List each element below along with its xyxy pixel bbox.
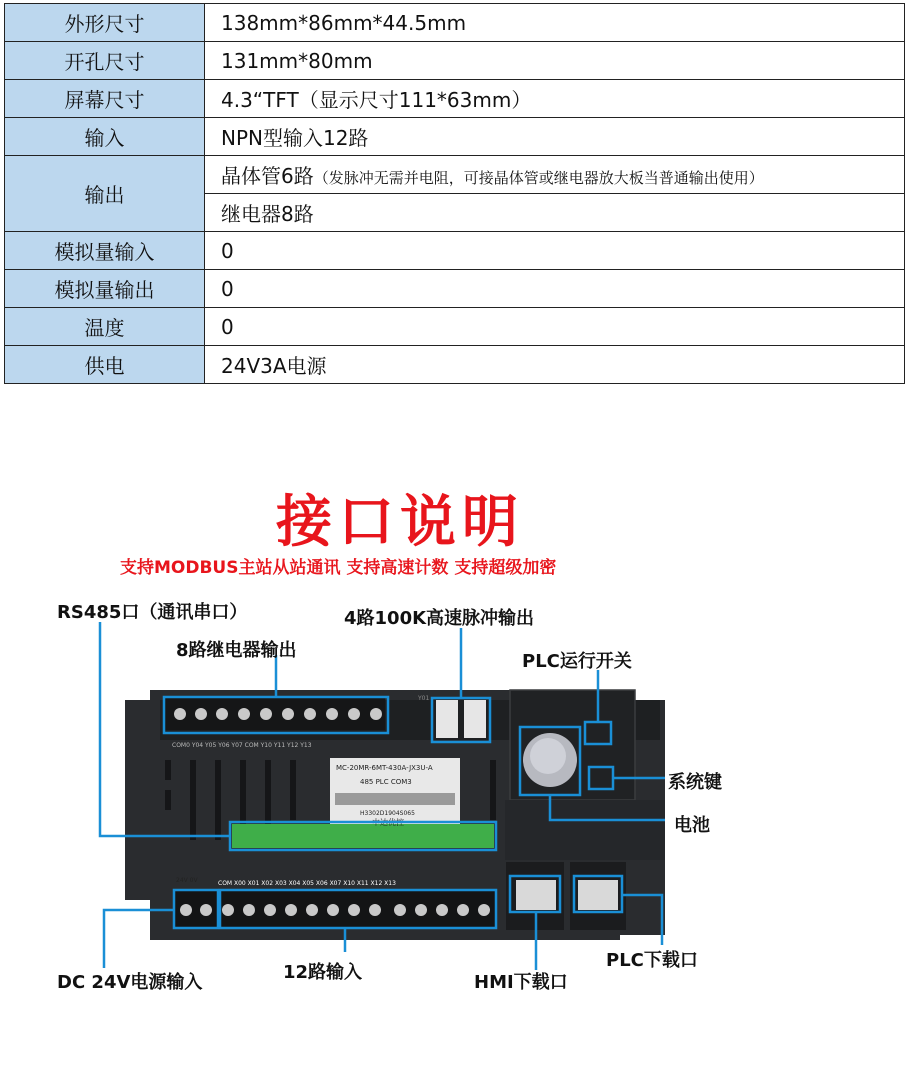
spec-value: NPN型输入12路 bbox=[205, 118, 905, 156]
brand-logo: 中达优控 bbox=[372, 818, 404, 827]
model-sub: 485 PLC COM3 bbox=[360, 778, 412, 786]
spec-key: 模拟量输入 bbox=[5, 232, 205, 270]
input12-label: 12路输入 bbox=[283, 962, 363, 983]
rs485-label: RS485口（通讯串口） bbox=[57, 602, 248, 623]
relay-output-label: 8路继电器输出 bbox=[176, 640, 297, 661]
run-switch-label: PLC运行开关 bbox=[522, 651, 632, 672]
serial-number: H3302D1904S065 bbox=[360, 810, 415, 817]
power-input-label: DC 24V电源输入 bbox=[57, 972, 203, 993]
spec-value-note: （发脉冲无需并电阻，可接晶体管或继电器放大板当普通输出使用） bbox=[313, 169, 764, 187]
power-terminal-labels: 24V 0V bbox=[176, 877, 198, 884]
spec-value: 4.3“TFT（显示尺寸111*63mm） bbox=[205, 80, 905, 118]
spec-key: 外形尺寸 bbox=[5, 4, 205, 42]
pulse-output-label: 4路100K高速脉冲输出 bbox=[344, 608, 535, 629]
spec-key: 屏幕尺寸 bbox=[5, 80, 205, 118]
bottom-terminal-labels: COM X00 X01 X02 X03 X04 X05 X06 X07 X10 X11 X12 X13 bbox=[218, 880, 396, 887]
spec-key: 输入 bbox=[5, 118, 205, 156]
spec-value: 138mm*86mm*44.5mm bbox=[205, 4, 905, 42]
plc-download-label: PLC下载口 bbox=[606, 950, 698, 971]
spec-key: 温度 bbox=[5, 308, 205, 346]
spec-value: 0 bbox=[205, 308, 905, 346]
battery-label: 电池 bbox=[674, 815, 710, 836]
spec-key: 模拟量输出 bbox=[5, 270, 205, 308]
spec-value: 131mm*80mm bbox=[205, 42, 905, 80]
spec-key: 供电 bbox=[5, 346, 205, 384]
spec-key: 输出 bbox=[5, 156, 205, 232]
spec-value-main: 晶体管6路 bbox=[221, 164, 314, 188]
interface-title: 接口说明 bbox=[276, 490, 524, 555]
interface-subtitle: 支持MODBUS主站从站通讯 支持高速计数 支持超级加密 bbox=[120, 558, 557, 578]
spec-key: 开孔尺寸 bbox=[5, 42, 205, 80]
system-key-label: 系统键 bbox=[668, 772, 722, 793]
usb-mark: Y01 bbox=[418, 695, 430, 702]
model-number: MC-20MR-6MT-430A-JX3U-A bbox=[336, 764, 433, 772]
spec-value: 继电器8路 bbox=[205, 194, 905, 232]
spec-value: 0 bbox=[205, 232, 905, 270]
spec-value: 24V3A电源 bbox=[205, 346, 905, 384]
spec-value: 0 bbox=[205, 270, 905, 308]
hmi-download-label: HMI下载口 bbox=[474, 972, 568, 993]
top-terminal-labels: COM0 Y04 Y05 Y06 Y07 COM Y10 Y11 Y12 Y13 bbox=[172, 742, 312, 749]
